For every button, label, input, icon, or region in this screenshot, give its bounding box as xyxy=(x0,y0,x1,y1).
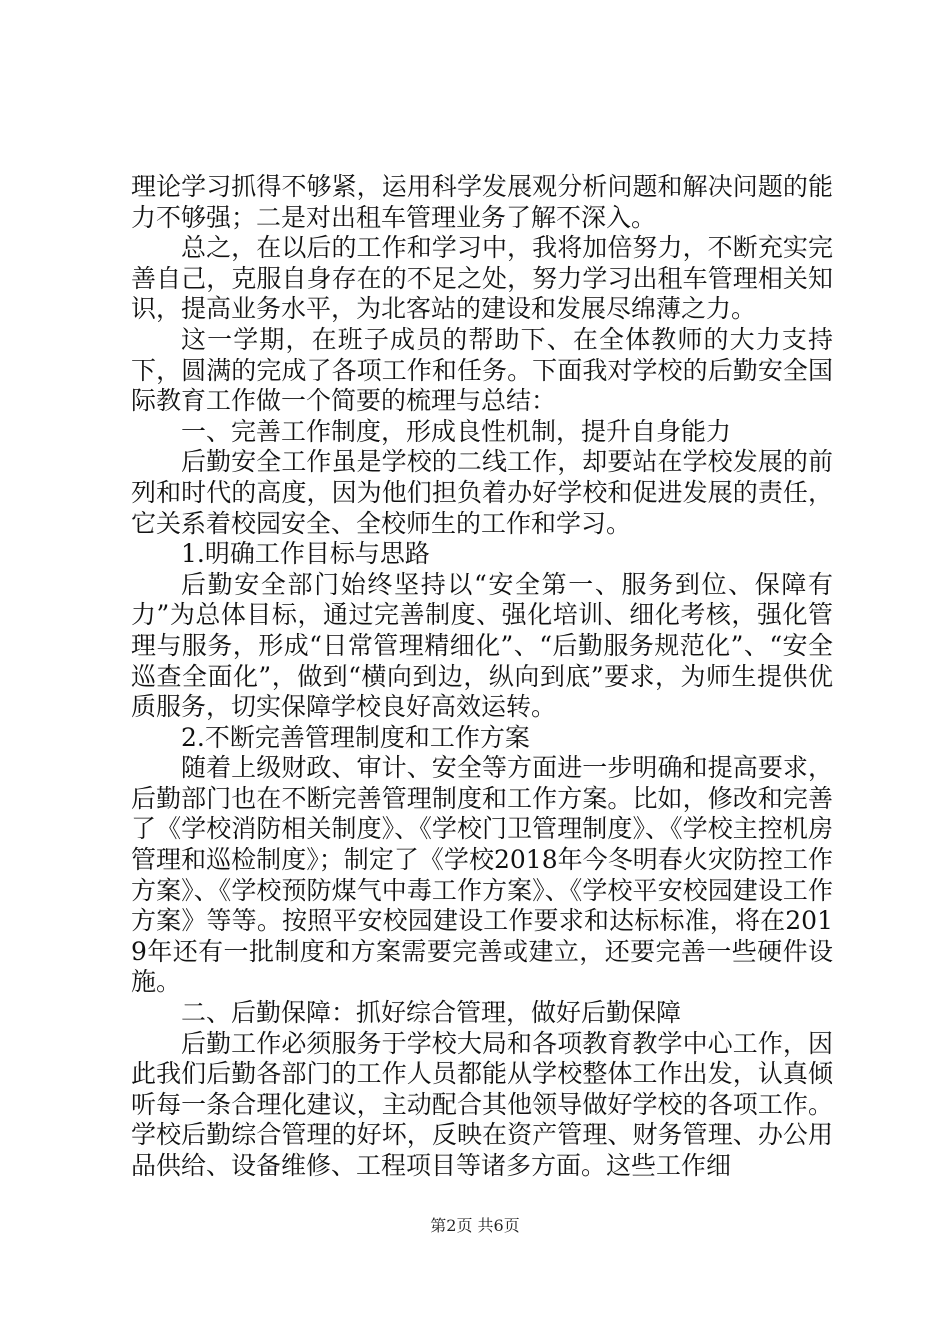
page-number-footer: 第2页 共6页 xyxy=(430,1216,520,1235)
paragraph-3: 这一学期，在班子成员的帮助下、在全体教师的大力支持下，圆满的完成了各项工作和任务。下面我对学校的后勤安全国际教育工作做一个简要的梳理与总结： xyxy=(131,324,833,416)
paragraph-5: 后勤安全工作虽是学校的二线工作，却要站在学校发展的前列和时代的高度，因为他们担负着办好学校和促进发展的责任，它关系着校园安全、全校师生的工作和学习。 xyxy=(131,447,833,538)
paragraph-2: 总之，在以后的工作和学习中，我将加倍努力，不断充实完善自己，克服自身存在的不足之处，努力学习出租车管理相关知识，提高业务水平，为北客站的建设和发展尽绵薄之力。 xyxy=(131,233,833,324)
paragraph-7: 后勤安全部门始终坚持以“安全第一、服务到位、保障有力”为总体目标，通过完善制度、强化培训、细化考核，强化管理与服务，形成“日常管理精细化”、“后勤服务规范化”、“安全巡查全面化”，做到“横向到边，纵向到底”要求，为师生提供优质服务，切实保障学校良好高效运转。 xyxy=(131,569,833,722)
paragraph-9: 随着上级财政、审计、安全等方面进一步明确和提高要求，后勤部门也在不断完善管理制度和工作方案。比如，修改和完善了《学校消防相关制度》、《学校门卫管理制度》、《学校主控机房管理和巡检制度》；制定了《学校2018年今冬明春火灾防控工作方案》、《学校预防煤气中毒工作方案》、《学校平安校园建设工作方案》等等。按照平安校园建设工作要求和达标标准，将在2019年还有一批制度和方案需要完善或建立，还要完善一些硬件设施。 xyxy=(131,753,833,997)
subheading-1: 1.明确工作目标与思路 xyxy=(181,539,430,569)
document-body xyxy=(131,172,833,1182)
section-heading-2: 二、后勤保障：抓好综合管理，做好后勤保障 xyxy=(181,998,682,1028)
section-heading-1: 一、完善工作制度，形成良性机制，提升自身能力 xyxy=(181,416,732,446)
subheading-2: 2.不断完善管理制度和工作方案 xyxy=(181,722,530,752)
paragraph-11: 后勤工作必须服务于学校大局和各项教育教学中心工作，因此我们后勤各部门的工作人员都能从学校整体工作出发，认真倾听每一条合理化建议，主动配合其他领导做好学校的各项工作。学校后勤综合管理的好坏，反映在资产管理、财务管理、办公用品供给、设备维修、工程项目等诸多方面。这些工作细 xyxy=(131,1028,833,1180)
paragraph-1: 理论学习抓得不够紧，运用科学发展观分析问题和解决问题的能力不够强；二是对出租车管理业务了解不深入。 xyxy=(131,172,833,232)
